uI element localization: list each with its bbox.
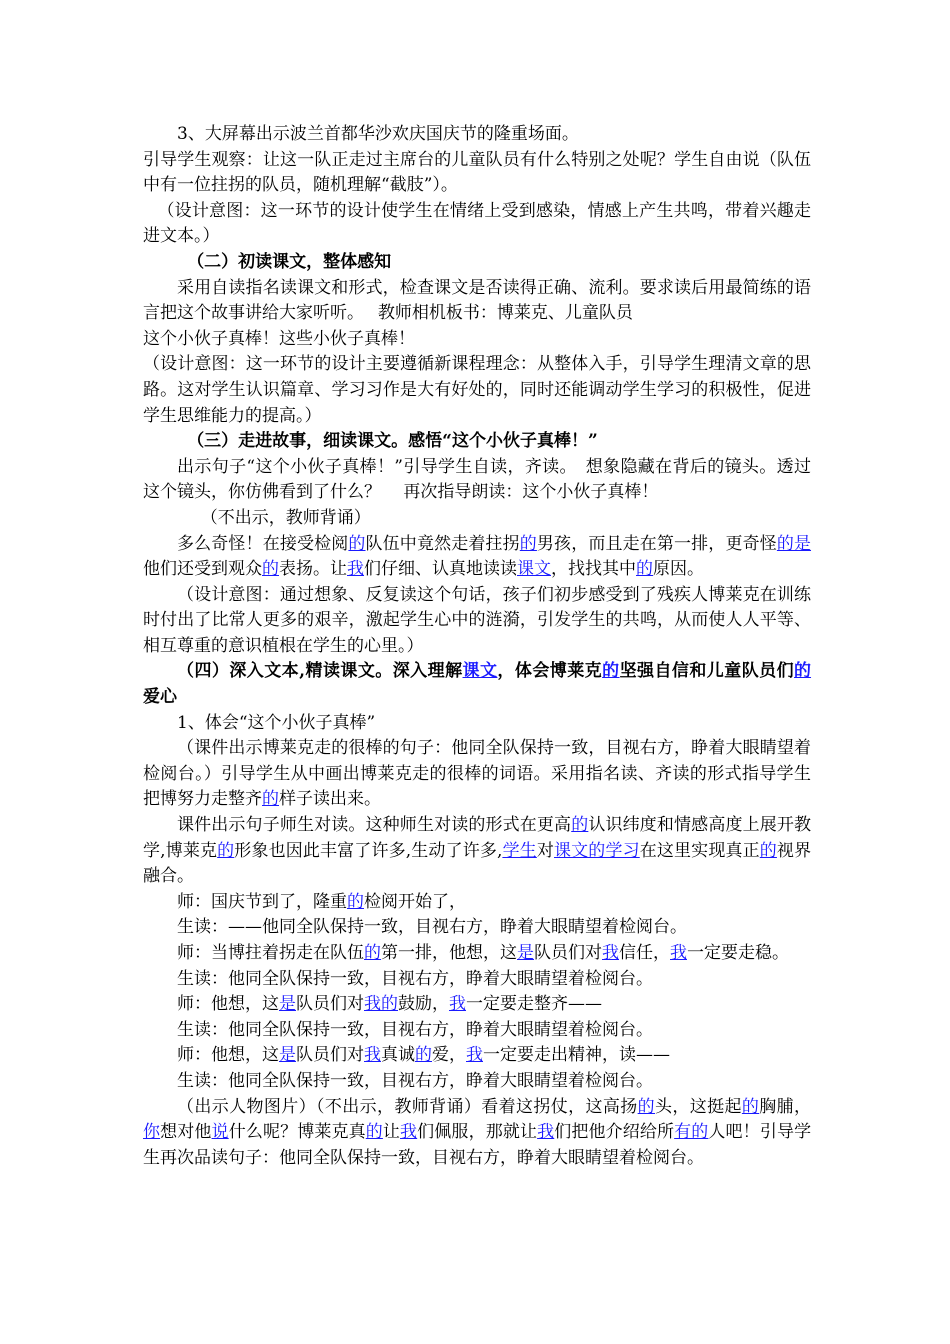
text-run: 师：当博拄着拐走在队伍 [177,943,364,963]
hyperlink-text[interactable]: 的 [637,1096,655,1117]
text-run: 引导学生观察：让这一队正走过主席台的儿童队员有什么特别之处呢？学生自由说（队伍中有一位拄拐的队员，随机理解“截肢”）。 [143,149,811,196]
hyperlink-text[interactable]: 我 [364,1045,381,1066]
hyperlink-text[interactable]: 的 [415,1045,432,1066]
text-run: 第一排，他想，这 [381,943,517,963]
text-run: 们佩服，那就让 [417,1122,538,1143]
hyperlink-text[interactable]: 是 [279,994,296,1015]
hyperlink-text[interactable]: 的 [571,815,589,836]
paragraph [143,352,811,429]
text-run: 人吧！引导学生再次品读句子：他同全队保持一致，目视右方，睁着大眼睛望着检阅台。 [143,1122,812,1168]
hyperlink-text[interactable]: 课文 [462,661,498,682]
dialogue-line [143,915,811,941]
subheading [143,711,811,737]
text-run: 们把他介绍给所 [554,1122,675,1143]
text-run: 真诚 [381,1045,415,1066]
text-run: 多么奇怪！在接受检阅 [177,533,349,554]
text-run: 队员们对 [296,994,364,1015]
section-heading [143,250,811,276]
text-run: 样子读出来。 [279,789,381,810]
text-run: 原因。 [653,559,704,580]
hyperlink-text[interactable]: 我 [466,1045,483,1066]
text-run: 一定要走整齐—— [466,994,602,1015]
dialogue-line [143,1018,811,1044]
text-run: （出示人物图片）（不出示，教师背诵）看着这拐仗，这高扬 [177,1096,638,1117]
text-run: （课件出示博莱克走的很棒的句子：他同全队保持一致，目视右方，睁着大眼睛望着检阅台。）引导学生从中画出博莱克走的很棒的词语。采用指名读、齐读的形式指导学生把博努力走整齐 [143,738,811,810]
text-run: 形象也因此丰富了许多,生动了许多, [234,840,503,861]
hyperlink-text[interactable]: 我 [537,1122,555,1143]
hyperlink-text[interactable]: 有的 [674,1122,709,1143]
text-run: 生读：他同全队保持一致，目视右方，睁着大眼睛望着检阅台。 [177,968,653,989]
text-run: 对 [536,840,555,861]
paragraph [143,276,811,327]
hyperlink-text[interactable]: 我 [449,994,466,1015]
dialogue-line [143,992,811,1018]
text-run: 队员们对 [296,1045,364,1066]
hyperlink-text[interactable]: 的 [636,559,653,580]
dialogue-line [143,1069,811,1095]
dialogue-line [143,967,811,993]
section-heading [143,659,811,710]
text-run: 一定要走稳。 [687,943,789,963]
hyperlink-text[interactable]: 是 [279,1045,296,1066]
text-run: 想对他 [160,1122,212,1143]
text-run: 采用自读指名读课文和形式，检查课文是否读得正确、流利。要求读后用最简练的语言把这个故事讲给大家听听。 教师相机板书：博莱克、儿童队员 [143,277,811,324]
paragraph [143,813,811,890]
text-run: 生读：他同全队保持一致，目视右方，睁着大眼睛望着检阅台。 [177,1070,653,1091]
paragraph [143,736,811,813]
text-run: 信任， [619,943,670,963]
hyperlink-text[interactable]: 的 [759,840,777,861]
text-run: 让 [382,1122,401,1143]
paragraph [143,455,811,506]
text-run: （设计意图：这一环节的设计主要遵循新课程理念：从整体入手，引导学生理清文章的思路。这对学生认识篇章、学习习作是大有好处的，同时还能调动学生学习的积极性，促进学生思维能力的提高。） [143,354,811,426]
text-run: 爱， [432,1045,466,1066]
text-run: 视界融合。 [143,840,812,887]
paragraph [143,199,811,250]
hyperlink-text[interactable]: 的 [262,559,279,580]
text-run: 生读：他同全队保持一致，目视右方，睁着大眼睛望着检阅台。 [177,1019,653,1040]
text-run: （二）初读课文，整体感知 [187,251,392,272]
paragraph [143,583,811,660]
paragraph [143,148,811,199]
hyperlink-text[interactable]: 的 [741,1096,760,1117]
text-run: 男孩，而且走在第一排，更奇怪 [536,533,777,554]
text-run: ，体会博莱克 [497,661,603,682]
text-run: 头，这挺起 [655,1096,742,1117]
hyperlink-text[interactable]: 的是 [776,533,812,554]
hyperlink-text[interactable]: 的 [262,789,279,810]
hyperlink-text[interactable]: 的 [365,1122,383,1143]
text-run: 在这里实现真正 [639,840,760,861]
hyperlink-text[interactable]: 的 [347,891,364,912]
hyperlink-text[interactable]: 课文的学习 [554,840,640,861]
text-run: 坚强自信和儿童队员们 [619,661,795,682]
hyperlink-text[interactable]: 我 [602,943,619,963]
text-run: （不出示，教师背诵） [200,507,371,528]
text-run: ，找找其中 [551,559,636,580]
dialogue-line [143,890,811,916]
hyperlink-text[interactable]: 我 [670,943,687,963]
text-run: （设计意图：这一环节的设计使学生在情绪上受到感染，情感上产生共鸣，带着兴趣走进文本。） [143,200,811,247]
text-run: 1、体会“这个小伙子真棒” [177,712,376,733]
hyperlink-text[interactable]: 的 [602,661,620,682]
document-page [143,122,811,1171]
text-run: 师：他想，这 [177,1045,279,1066]
paragraph [143,1095,811,1172]
hyperlink-text[interactable]: 你 [143,1122,161,1143]
text-run: 认识纬度和情感高度上展开教学,博莱克 [143,815,812,861]
text-run: 们仔细、认真地读读 [364,559,517,580]
text-run: （三）走进故事，细读课文。感悟“这个小伙子真棒！” [187,431,598,452]
hyperlink-text[interactable]: 我 [347,559,364,580]
dialogue-line [143,941,811,967]
paragraph [143,532,811,583]
text-run: 生读：——他同全队保持一致，目视右方，睁着大眼睛望着检阅台。 [177,917,687,938]
hyperlink-text[interactable]: 的 [794,661,812,682]
hyperlink-text[interactable]: 我 [400,1122,418,1143]
hyperlink-text[interactable]: 的 [348,533,366,554]
text-run: 队伍中竟然走着拄拐 [365,533,520,554]
text-run: 什么呢？博莱克真 [228,1122,366,1143]
text-run: 师：他想，这 [177,994,279,1015]
paragraph [143,122,811,148]
paragraph [143,327,811,353]
hyperlink-text[interactable]: 说 [211,1122,229,1143]
section-heading [143,429,811,455]
text-run: 师：国庆节到了，隆重 [177,891,347,912]
hyperlink-text[interactable]: 的 [364,943,381,963]
text-run: 他们还受到观众 [143,559,262,580]
text-run: 鼓励， [398,994,449,1015]
dialogue-line [143,1043,811,1069]
paragraph [143,506,811,532]
hyperlink-text[interactable]: 我的 [364,994,398,1015]
hyperlink-text[interactable]: 的 [217,840,235,861]
text-run: 队员们对 [534,943,602,963]
hyperlink-text[interactable]: 的 [519,533,537,554]
hyperlink-text[interactable]: 学生 [502,840,537,861]
text-run: 爱心 [143,687,177,708]
text-run: 这个小伙子真棒！这些小伙子真棒！ [143,328,415,349]
text-run: 表扬。让 [279,559,347,580]
hyperlink-text[interactable]: 是 [517,943,534,963]
hyperlink-text[interactable]: 课文 [517,559,551,580]
text-run: 胸脯， [759,1096,811,1117]
text-run: 3、大屏幕出示波兰首都华沙欢庆国庆节的隆重场面。 [177,124,579,144]
text-run: （四）深入文本,精读课文。深入理解 [177,661,463,682]
text-run: 课件出示句子师生对读。这种师生对读的形式在更高 [177,815,572,836]
text-run: （设计意图：通过想象、反复读这个句话，孩子们初步感受到了残疾人博莱克在训练时付出了比常人更多的艰辛，激起学生心中的涟漪，引发学生的共鸣，从而使人人平等、相互尊重的意识植根在学生的心里。） [143,584,811,656]
text-run: 一定要走出精神，读—— [483,1045,670,1066]
text-run: 检阅开始了， [364,891,466,912]
text-run: 出示句子“这个小伙子真棒！”引导学生自读，齐读。 想象隐藏在背后的镜头。透过这个镜头，你仿佛看到了什么？ 再次指导朗读：这个小伙子真棒！ [143,456,811,503]
